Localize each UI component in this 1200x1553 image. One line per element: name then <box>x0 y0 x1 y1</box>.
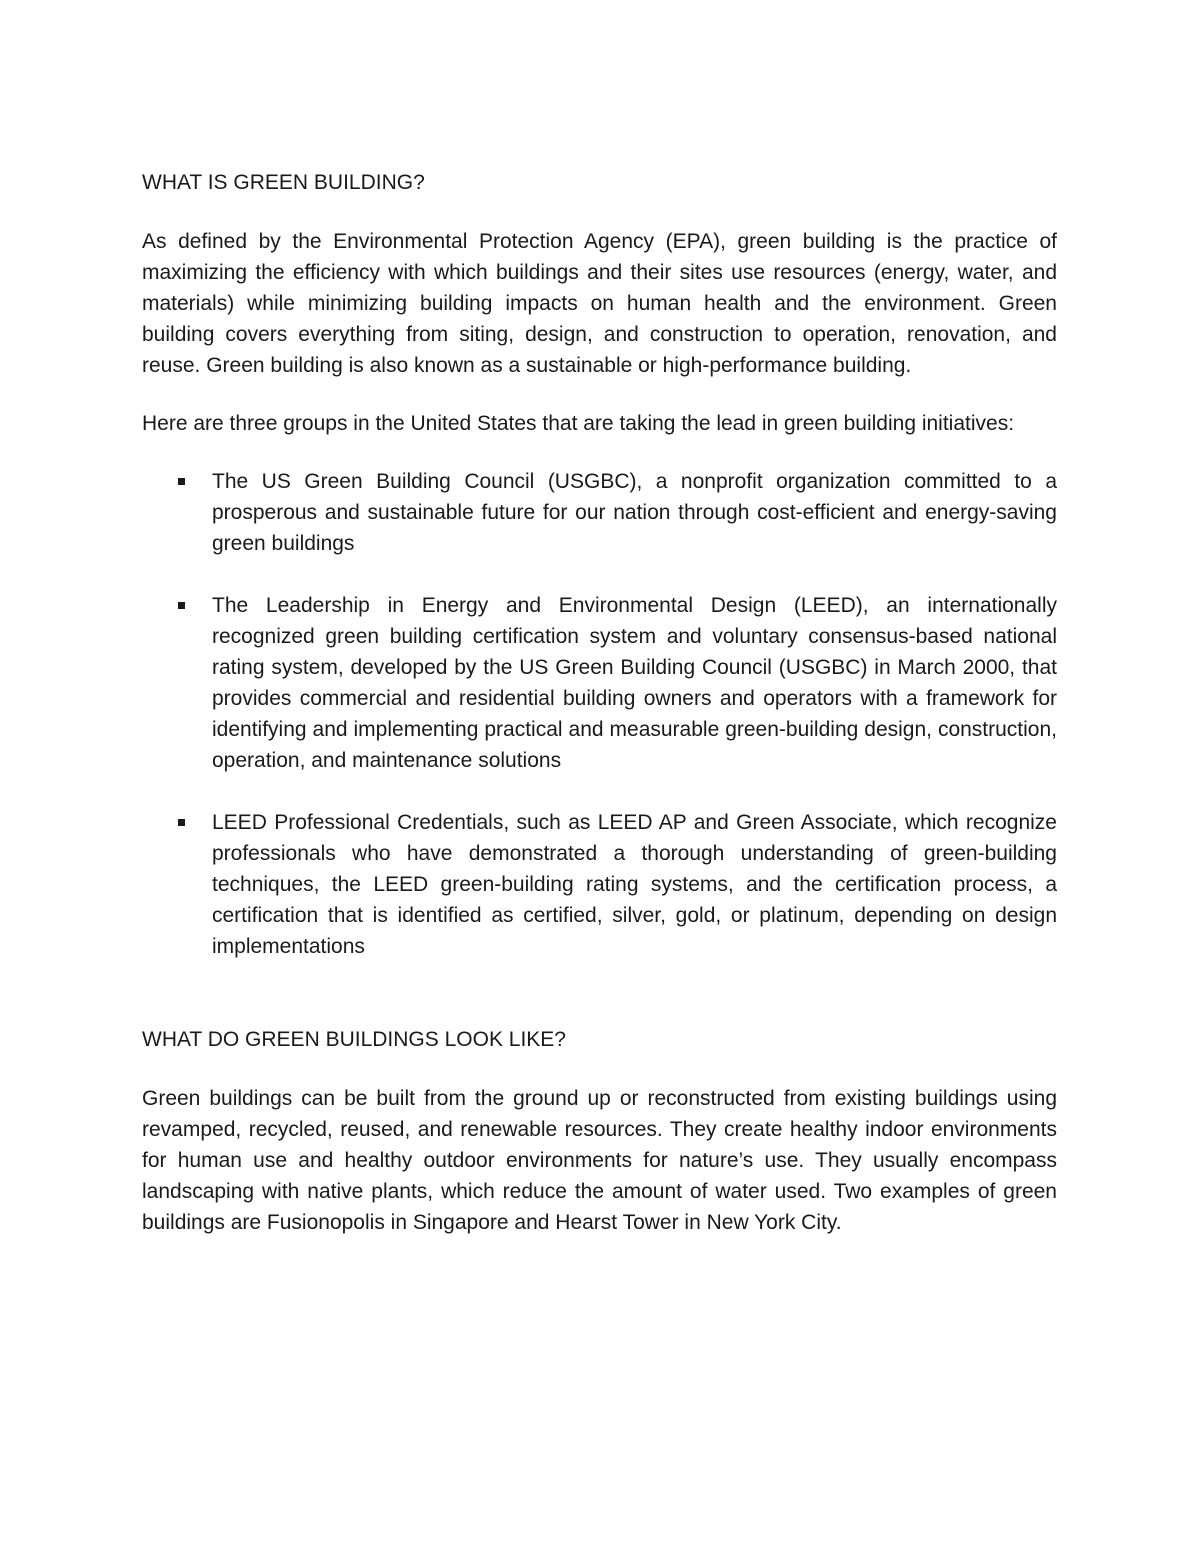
green-buildings-description-paragraph: Green buildings can be built from the ground up or reconstructed from existing buildings using revamped, recycled, reused, and renewable resources. They create healthy indoor environments for human use and healthy outdoor environments for nature’s use. They usually encompass landscaping with native plants, which reduce the amount of water used. Two examples of green buildings are Fusionopolis in Singapore and Hearst Tower in New York City. <box>142 1087 1057 1234</box>
epa-definition-paragraph: As defined by the Environmental Protection Agency (EPA), green building is the practice of maximizing the efficiency with which buildings and their sites use resources (energy, water, and materials) while minimizing building impacts on human health and the environment. Green building covers everything from siting, design, and construction to operation, renovation, and reuse. Green building is also known as a sustainable or high-performance building. <box>142 230 1057 377</box>
list-item <box>142 466 1057 559</box>
square-bullet-icon <box>178 819 185 826</box>
list-item <box>142 807 1057 962</box>
list-item <box>142 590 1057 776</box>
section-heading-what-do-green-buildings-look-like: WHAT DO GREEN BUILDINGS LOOK LIKE? <box>142 1028 566 1051</box>
square-bullet-icon <box>178 478 185 485</box>
section-heading-what-is-green-building: WHAT IS GREEN BUILDING? <box>142 171 425 194</box>
list-item-text: The US Green Building Council (USGBC), a nonprofit organization committed to a prosperous and sustainable future for our nation through cost-efficient and energy-saving green buildings <box>212 470 1057 555</box>
list-item-text: LEED Professional Credentials, such as LEED AP and Green Associate, which recognize professionals who have demonstrated a thorough understanding of green-building techniques, the LEED green-building rating systems, and the certification process, a certification that is identified as certified, silver, gold, or platinum, depending on design implementations <box>212 811 1057 958</box>
list-item-text: The Leadership in Energy and Environmental Design (LEED), an internationally recognized green building certification system and voluntary consensus-based national rating system, developed by the US Green Building Council (USGBC) in March 2000, that provides commercial and residential building owners and operators with a framework for identifying and implementing practical and measurable green-building design, construction, operation, and maintenance solutions <box>212 594 1057 772</box>
groups-intro-paragraph: Here are three groups in the United States that are taking the lead in green building initiatives: <box>142 412 1015 435</box>
green-building-groups-list <box>142 466 1057 962</box>
document-page <box>142 167 1057 1238</box>
square-bullet-icon <box>178 602 185 609</box>
